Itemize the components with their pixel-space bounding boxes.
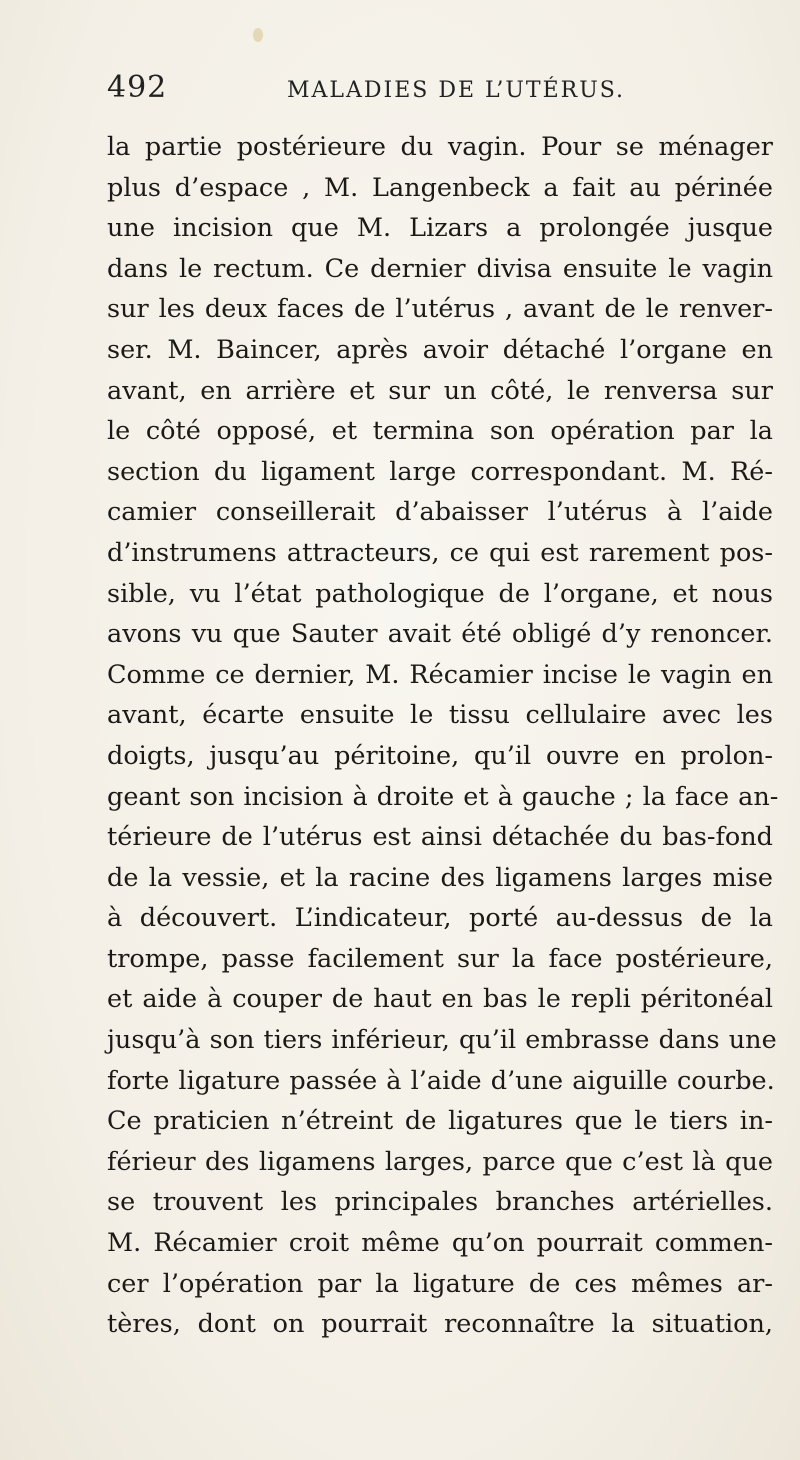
running-head: MALADIES DE L’UTÉRUS. [287,78,626,103]
text-line: avons vu que Sauter avait été obligé d’y renoncer. [107,619,773,650]
text-line: à découvert. L’indicateur, porté au-dessus de la [107,903,773,934]
text-line: d’instrumens attracteurs, ce qui est rarement pos- [107,537,773,568]
text-line: geant son incision à droite et à gauche ; la face an- [107,781,779,812]
text-line: sible, vu l’état pathologique de l’organe, et nous [107,578,773,609]
text-line: M. Récamier croit même qu’on pourrait commen- [107,1228,773,1259]
body-text [107,127,779,1345]
text-line: forte ligature passée à l’aide d’une aiguille courbe. [107,1065,775,1096]
text-line: jusqu’à son tiers inférieur, qu’il embrasse dans une [107,1025,777,1056]
text-line: cer l’opération par la ligature de ces mêmes ar- [107,1268,773,1299]
text-line: camier conseillerait d’abaisser l’utérus à l’aide [107,497,773,528]
text-line: de la vessie, et la racine des ligamens larges mise [107,862,773,893]
text-line: le côté opposé, et termina son opération par la [107,416,773,447]
text-line: la partie postérieure du vagin. Pour se ménager [107,132,773,162]
text-line: Comme ce dernier, M. Récamier incise le vagin en [107,659,773,690]
text-line: avant, en arrière et sur un côté, le renversa sur [107,375,773,406]
text-line: section du ligament large correspondant. M. Ré- [107,456,773,487]
text-line: plus d’espace , M. Langenbeck a fait au périnée [107,172,773,203]
page-number: 492 [107,70,168,105]
text-line: trompe, passe facilement sur la face postérieure, [107,943,773,974]
text-line: férieur des ligamens larges, parce que c’est là que [107,1146,773,1177]
text-line: térieure de l’utérus est ainsi détachée du bas-fond [107,822,773,853]
page-header [107,70,727,114]
text-line: sur les deux faces de l’utérus , avant de le renver- [107,294,773,325]
text-line: Ce praticien n’étreint de ligatures que le tiers in- [107,1106,773,1137]
text-line: dans le rectum. Ce dernier divisa ensuite le vagin [107,253,773,284]
text-line: tères, dont on pourrait reconnaître la situation, [107,1309,773,1340]
text-line: ser. M. Baincer, après avoir détaché l’organe en [107,334,773,365]
paper-stain [253,28,263,42]
text-line: et aide à couper de haut en bas le repli péritonéal [107,984,773,1015]
text-line: avant, écarte ensuite le tissu cellulaire avec les [107,700,773,731]
text-line: une incision que M. Lizars a prolongée jusque [107,213,773,244]
text-line: se trouvent les principales branches artérielles. [107,1187,773,1218]
text-line: doigts, jusqu’au péritoine, qu’il ouvre en prolon- [107,740,773,771]
